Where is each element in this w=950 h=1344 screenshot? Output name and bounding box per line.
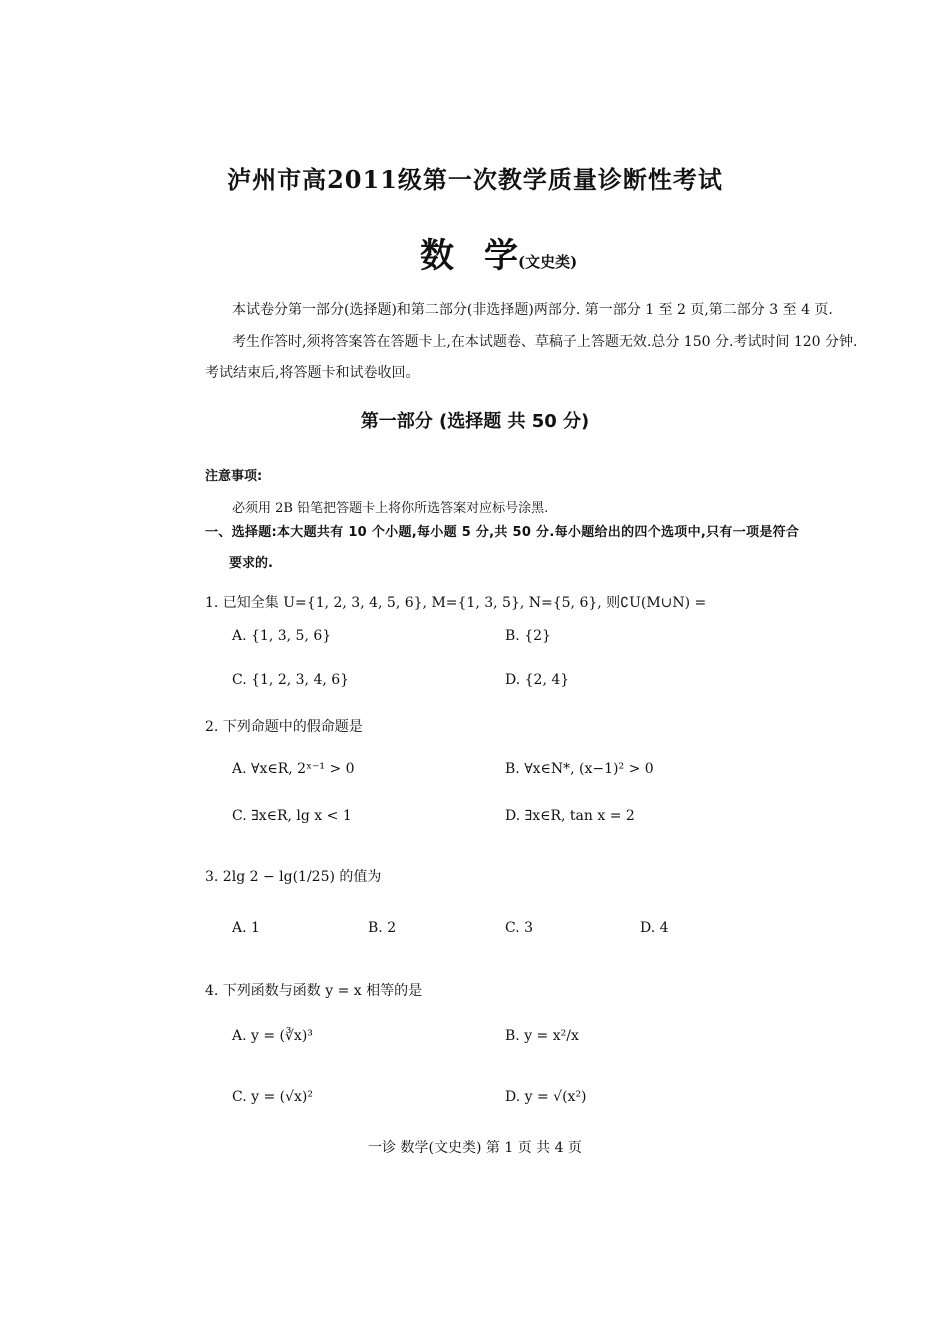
question-2-option-d: D. ∃x∈R, tan x = 2	[505, 808, 635, 824]
page-footer: 一诊 数学(文史类) 第 1 页 共 4 页	[368, 1140, 582, 1156]
exam-title: 泸州市高2011级第一次教学质量诊断性考试	[227, 165, 723, 194]
question-3-stem: 3. 2lg 2 − lg(1/25) 的值为	[205, 869, 382, 885]
question-3-option-c: C. 3	[505, 920, 534, 936]
question-4-option-b: B. y = x²/x	[505, 1028, 579, 1044]
question-2-option-b: B. ∀x∈N*, (x−1)² > 0	[505, 761, 654, 777]
subject-heading	[420, 228, 577, 277]
question-3-option-a: A. 1	[232, 920, 260, 936]
subject-note: (文史类)	[518, 253, 578, 271]
section-instructions-cont: 要求的.	[229, 556, 273, 571]
question-1-option-c: C. {1, 2, 3, 4, 6}	[232, 672, 350, 688]
question-3-option-b: B. 2	[368, 920, 397, 936]
question-4-option-d: D. y = √(x²)	[505, 1089, 587, 1105]
intro-line-3: 考试结束后,将答题卡和试卷收回。	[205, 365, 420, 381]
question-3-option-d: D. 4	[640, 920, 669, 936]
notes-body: 必须用 2B 铅笔把答题卡上将你所选答案对应标号涂黑.	[232, 501, 549, 516]
part-heading: 第一部分 (选择题 共 50 分)	[360, 411, 590, 432]
question-4-option-c: C. y = (√x)²	[232, 1089, 314, 1105]
subject-char-2: 学	[484, 236, 518, 276]
subject-char-1: 数	[420, 236, 454, 276]
intro-line-2: 考生作答时,须将答案答在答题卡上,在本试题卷、草稿子上答题无效.总分 150 分.考试时间 120 分钟.	[232, 334, 858, 350]
question-1-option-a: A. {1, 3, 5, 6}	[232, 628, 332, 644]
question-1-option-b: B. {2}	[505, 628, 551, 644]
question-1-option-d: D. {2, 4}	[505, 672, 570, 688]
intro-line-1: 本试卷分第一部分(选择题)和第二部分(非选择题)两部分. 第一部分 1 至 2 页,第二部分 3 至 4 页.	[232, 302, 833, 318]
section-instructions: 一、选择题:本大题共有 10 个小题,每小题 5 分,共 50 分.每小题给出的四个选项中,只有一项是符合	[205, 525, 800, 540]
question-4-stem: 4. 下列函数与函数 y = x 相等的是	[205, 983, 423, 999]
question-2-option-c: C. ∃x∈R, lg x < 1	[232, 808, 352, 824]
notes-title: 注意事项:	[205, 469, 263, 484]
question-1-stem: 1. 已知全集 U={1, 2, 3, 4, 5, 6}, M={1, 3, 5}, N={5, 6}, 则∁U(M∪N) =	[205, 595, 707, 611]
question-2-stem: 2. 下列命题中的假命题是	[205, 719, 363, 735]
question-2-option-a: A. ∀x∈R, 2ˣ⁻¹ > 0	[232, 761, 355, 777]
question-4-option-a: A. y = (∛x)³	[232, 1028, 313, 1044]
